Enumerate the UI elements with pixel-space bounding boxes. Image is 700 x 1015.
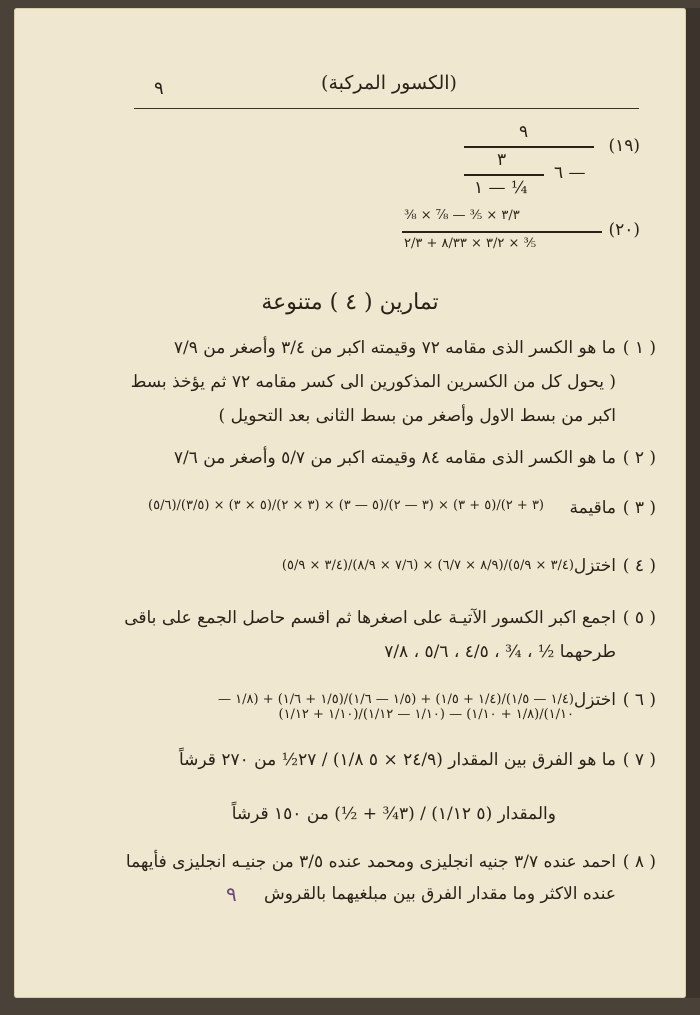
- problem-20-denominator: ٣/٢ × ٨/٣٣ + ٢/٣ × ⅗: [404, 236, 537, 251]
- margin-pencil-mark: ٩: [226, 882, 237, 906]
- page-title: (الكسور المركبة): [321, 72, 457, 94]
- exercise-1-line-1: ما هو الكسر الذى مقامه ٧٢ وقيمته اكبر من ٣/٤ وأصغر من ٧/٩: [173, 338, 616, 358]
- exercise-7-label: ( ٧ ): [622, 750, 656, 770]
- header-rule: [134, 108, 639, 109]
- problem-20-numerator: ⅜ × ⅞ — ⅗ × ٣/٣: [404, 208, 520, 223]
- exercise-4-expression: (٣/٤ × ٥/٩)/(٨/٩ × ٦/٧) × (٧/٦ × ٨/٩)/(٣/٤ × ٥/٩): [281, 558, 574, 573]
- book-binding-edge: [686, 8, 700, 998]
- exercise-3-lead: ماقيمة: [569, 498, 616, 518]
- exercise-6-lead: اختزل: [573, 690, 616, 710]
- exercise-4-lead: اختزل: [573, 556, 616, 576]
- exercise-7-line-1: ما هو الفرق بين المقدار (٢٤/٩ × ٥ ١/٨) / ٢٧½ من ٢٧٠ قرشاً: [178, 750, 616, 770]
- exercise-6-expression: (١/٤ — ١/٥)/(١/٤ + ١/٥) + (١/٥ — ١/٦)/(١/٥ + ١/٦) + (١/٨ — ١/١٠)/(١/٨ + ١/١٠) — (١/١٠ — ١/١٢)/(١/١٠ + ١/١٢): [217, 692, 574, 722]
- exercise-5-line-1: اجمع اكبر الكسور الآتيـة على اصغرها ثم اقسم حاصل الجمع على باقى: [124, 608, 616, 628]
- exercise-6-label: ( ٦ ): [622, 690, 656, 710]
- exercise-8-label: ( ٨ ): [622, 852, 656, 872]
- exercise-5-line-2: طرحهما ½ ، ¾ ، ٤/٥ ، ٥/٦ ، ٧/٨: [384, 642, 616, 662]
- exercise-7-line-2: والمقدار (٥ ١/١٢) / (٣¾ + ½) من ١٥٠ قرشاً: [231, 804, 556, 824]
- problem-19-lead: ٦ —: [554, 163, 586, 183]
- exercise-1-line-3: اكبر من بسط الاول وأصغر من بسط الثانى بعد التحويل ): [218, 406, 616, 426]
- exercise-4-label: ( ٤ ): [622, 556, 656, 576]
- problem-20-bar: [402, 231, 602, 233]
- exercise-3-expression: (٣ + ٢)/(٥ + ٣) × (٣ — ٢)/(٥ — ٣) × (٣ × ٢)/(٥ × ٣) × (٣/٥)/(٥/٦): [148, 498, 544, 513]
- exercise-8-line-1: احمد عنده ٣/٧ جنيه انجليزى ومحمد عنده ٣/٥ من جنيـه انجليزى فأيهما: [125, 852, 616, 872]
- problem-20-label: (٢٠): [608, 220, 640, 240]
- book-page: [14, 8, 686, 998]
- exercise-5-label: ( ٥ ): [622, 608, 656, 628]
- section-heading: تمارين ( ٤ ) متنوعة: [261, 290, 439, 315]
- problem-19-main-bar: [464, 146, 594, 148]
- exercise-2-line-1: ما هو الكسر الذى مقامه ٨٤ وقيمته اكبر من ٥/٧ وأصغر من ٧/٦: [173, 448, 616, 468]
- problem-19-middle: ٣: [497, 150, 507, 170]
- exercise-1-label: ( ١ ): [622, 338, 656, 358]
- exercise-8-line-2: عنده الاكثر وما مقدار الفرق بين مبلغيهما بالقروش: [264, 884, 616, 904]
- exercise-1-line-2: ( يحول كل من الكسرين المذكورين الى كسر مقامه ٧٢ ثم يؤخذ بسط: [130, 372, 616, 392]
- exercise-2-label: ( ٢ ): [622, 448, 656, 468]
- problem-19-top: ٩: [519, 122, 529, 142]
- problem-19-label: (١٩): [608, 136, 640, 156]
- exercise-3-label: ( ٣ ): [622, 498, 656, 518]
- page-number: ٩: [154, 78, 164, 99]
- problem-19-bottom: ١ — ¼: [474, 178, 528, 198]
- problem-19-sub-bar: [464, 174, 544, 176]
